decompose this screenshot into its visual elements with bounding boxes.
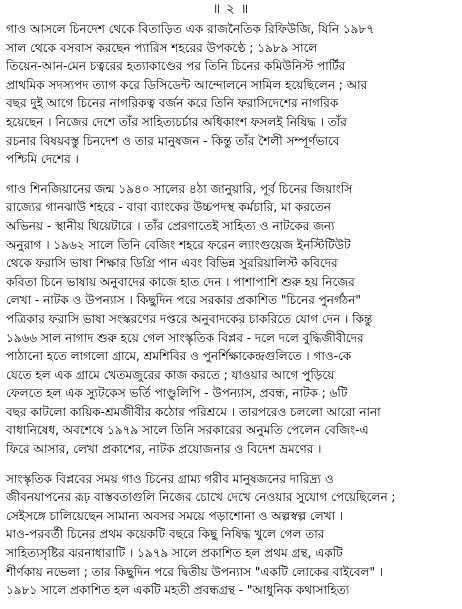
text-line: মাও-পরবর্তী চিনের প্রথম কয়েকটি বছরে কিছু নিষিদ্ধ খুলে গেল তার [6,527,325,542]
text-line: যেতে হল এক গ্রামে খেতমজুরের কাজ করতে ; যাওয়ার আগে পুড়িয়ে [6,367,335,382]
text-line: থেকে ফরাসি ভাষা শিক্ষার ডিগ্রি পান এবং বিভিন্ন সুররিয়ালিস্ট কবিদের [6,256,338,271]
text-line: ফিরে আসার, লেখা প্রকাশের, নাটক প্রযোজনার ও বিদেশ ভ্রমণের । [6,442,322,457]
text-line: ফেলতে হল এক স্যুটকেস ভর্তি পাণ্ডুলিপি - উপন্যাস, প্রবন্ধ, নাটক ; ৬টি [6,386,348,401]
text-line: কবিতা চিনে ভাষায় অনুবাদের কাজে হাত দেন । পাশাপাশি শুরু হয় নিজের [6,274,355,289]
text-line: গাও শিনজিয়ানের জন্ম ১৯৪০ সালের ৪ঠা জানুয়ারি, পূর্ব চিনের জিয়াংসি [6,181,353,196]
text-line: বছর দুই আগে চিনের নাগরিকত্ব বর্জন করে তিনি ফরাসিদেশের নাগরিক [6,96,339,111]
text-line: অভিনয় - স্থানীয় থিয়েটারে । তাঁর প্রেরণাতেই সাহিত্য ও নাটকের জন্য [6,218,335,233]
text-line: সেইসঙ্গে চালিয়েছেন সামান্য অবসর সময়ে পড়াশোনা ও অল্পস্বল্প লেখা । [6,508,344,523]
paragraph-cultural-revolution [6,470,456,600]
text-line: পত্রিকার ফরাসি ভাষা সংস্করণের দপ্তরে অনুবাদকের চাকরিতে যোগ দেন । কিন্তু [6,311,373,326]
text-line: রচনার বিষয়বস্তু চিনদেশ ও তার মানুষজন - কিন্তু তাঁর শৈলী সম্পূর্ণভাবে [6,133,340,148]
text-line: জীবনযাপনের রূঢ় বাস্তবতাগুলি নিজের চোখে দেখে নেওয়ার সুযোগ পেয়েছিলেন ; [6,490,396,505]
text-line: গাও আসলে চিনদেশ থেকে বিতাড়িত এক রাজনৈতিক রিফিউজি, যিনি ১৯৮৭ [6,22,374,36]
text-line: তিয়েন-আন-মেন চত্বরের হত্যাকাণ্ডের পর তিনি চিনের কমিউনিস্ট পার্টির [6,59,346,74]
text-line: সাল থেকে বসবাস করছেন প্যারিস শহরের উপকণ্ঠে ; ১৯৮৯ সালে [6,40,318,55]
text-line: রাজ্যের গানঝাউ শহরে - বাবা ব্যাংকের উচ্চপদস্থ কর্মচারি, মা করতেন [6,200,331,215]
text-line: প্রাথমিক সদস্যপদ ত্যাগ করে ডিসিডেন্ট আন্দোলনে সামিল হয়েছিলেন ; আর [6,77,368,92]
text-line: হয়েছেন । নিজের দেশে তাঁর সাহিত্যচর্চার অধিকাংশ ফসলই নিষিদ্ধ । তাঁর [6,114,347,129]
text-line: বাধানিষেধ, অবশেষে ১৯৭৯ সালে তিনি সরকারের অনুমতি পেলেন বেজিং-এ [6,423,369,438]
page-number: ॥ ২ ॥ [212,2,250,17]
text-line: শীর্ণকায় নভেলা ; তার কিছুদিন পরে দ্বিতীয় উপন্যাস "একটি লোকের বাইবেল" । [6,564,384,579]
text-line: অনুরাগ । ১৯৬২ সালে তিনি বেজিং শহরে ফরেন ল্যাংগুয়েজ ইনস্টিটিউট [6,237,351,252]
text-line: বছর কাটলো কায়িক-শ্রমজীবীর কঠোর পরিশ্রমে । তারপরেও চললো আরো নানা [6,404,381,419]
paragraph-early-life [6,180,456,459]
text-line: লেখা - নাটক ও উপন্যাস । কিছুদিন পরে সরকার প্রকাশিত "চিনের পুনর্গঠন" [6,293,361,308]
text-line: সাহিত্যসৃষ্টির ঝরনাধারাটি । ১৯৭৯ সালে প্রকাশিত হল প্রথম গ্রন্থ, একটি [6,546,343,561]
text-line: ১৯৮১ সালে প্রকাশিত হল একটি মহতী প্রবন্ধগ্রন্থ - "আধুনিক কথাসাহিত্য [6,583,350,598]
text-line: ১৯৬৬ সাল নাগাদ শুরু হয়ে গেল সাংস্কৃতিক বিপ্লব - দলে দলে বুদ্ধিজীবীদের [6,330,364,345]
text-line: পাঠানো হতে লাগলো গ্রামে, শ্রমশিবির ও পুনর্শিক্ষাকেন্দ্রগুলিতে । গাও-কে [6,349,352,364]
text-line: পশ্চিমি দেশের । [6,152,79,167]
paragraph-exile [6,20,456,169]
text-line: সাংস্কৃতিক বিপ্লবের সময় গাও চিনের গ্রাম্য গরীব মানুষজনের দারিদ্র্য ও [6,471,334,486]
